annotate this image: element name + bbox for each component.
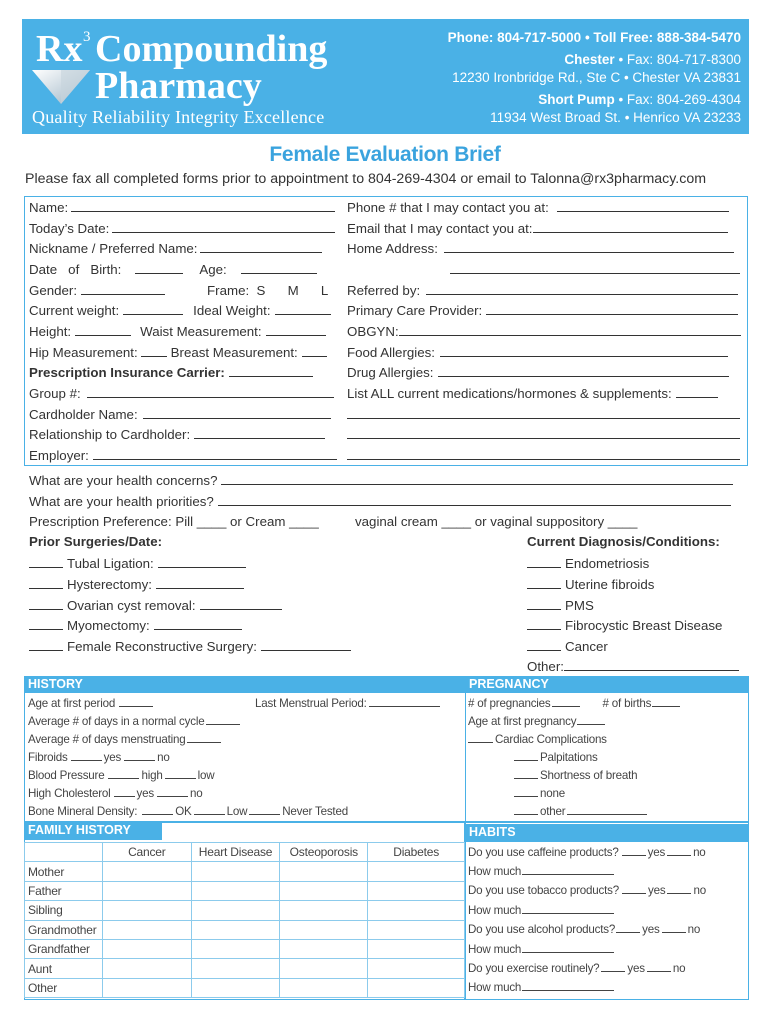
surgeries-heading: Prior Surgeries/Date: [29,534,163,549]
history-heading: HISTORY [24,676,465,693]
employer-row: Employer: [29,447,337,463]
meds-line4-field[interactable] [347,447,740,460]
insurance-field[interactable] [229,364,313,377]
table-header-cell: Cancer [102,843,191,862]
exercise-no-field[interactable] [647,961,671,972]
current-weight-field[interactable] [123,302,183,315]
gender-row: Gender: Frame: S M L [29,283,329,298]
cardiac-item-field[interactable] [514,804,538,815]
fibroids-row: Fibroids yes no [28,751,170,764]
diagnosis-heading: Current Diagnosis/Conditions: [527,534,720,549]
cardiac-row: Cardiac Complications [468,732,607,746]
table-cell[interactable] [191,939,280,958]
waist-field[interactable] [266,323,326,336]
drug-allergies-field[interactable] [438,364,729,377]
rx-pref-row2[interactable]: vaginal cream ____ or vaginal suppository ____ [355,514,638,529]
nickname-field[interactable] [200,240,322,253]
caffeine-yes-field[interactable] [622,845,646,856]
pregnancies-row: # of pregnancies # of births [468,696,680,710]
diagnosis-item: Cancer [527,638,608,654]
cardiac-item: other [514,804,647,818]
age-first-preg-row: Age at first pregnancy [468,714,605,728]
pcp-row: Primary Care Provider: [347,302,738,318]
table-header-row [25,843,465,862]
table-cell[interactable] [102,901,191,920]
first-period-field[interactable] [119,696,153,707]
contact-block [448,29,741,128]
phone-line: Phone: 804-717-5000 • Toll Free: 888-384-5470 [447,30,741,45]
tobacco-no-field[interactable] [667,883,691,894]
diagnosis-other-row: Other: [527,658,739,674]
table-cell[interactable] [368,920,465,939]
weight-row: Current weight: Ideal Weight: [29,302,331,318]
relative-label: Grandfather [25,939,103,958]
caffeine-no-field[interactable] [667,845,691,856]
table-cell[interactable] [102,939,191,958]
relative-label: Father [25,881,103,900]
chester-fax: • Fax: 804-717-8300 [614,51,741,67]
table-cell[interactable] [368,939,465,958]
food-row: Food Allergies: [347,344,728,360]
height-row: Height: Waist Measurement: [29,323,326,339]
table-cell[interactable] [191,862,280,881]
surgery-field[interactable] [156,576,244,589]
table-cell[interactable] [191,901,280,920]
diagnosis-check-field[interactable] [527,617,561,630]
relationship-field[interactable] [194,426,325,439]
alcohol-howmuch-row: How much [468,942,614,956]
email-field[interactable] [533,220,728,233]
page-title: Female Evaluation Brief [269,143,501,166]
bmd-ok-field[interactable] [142,804,173,815]
cardholder-field[interactable] [143,406,331,419]
table-cell[interactable] [191,920,280,939]
table-cell[interactable] [280,978,368,997]
cardiac-field[interactable] [468,732,493,743]
relative-label: Other [25,978,103,997]
table-header-cell: Heart Disease [191,843,280,862]
table-cell[interactable] [102,881,191,900]
address-row: Home Address: [347,240,734,256]
meds-line2-field[interactable] [347,406,740,419]
hip-row: Hip Measurement: Breast Measurement: [29,344,327,360]
bp-high-field[interactable] [108,768,139,779]
relative-label: Sibling [25,901,103,920]
todays-date-field[interactable] [112,220,335,233]
name-row: Name: [29,199,335,215]
frame-options[interactable]: Frame: S M L [207,283,329,298]
address-line2 [450,261,740,274]
caffeine-howmuch-field[interactable] [522,864,614,875]
alcohol-yes-field[interactable] [616,922,640,933]
priorities-row: What are your health priorities? [29,493,731,509]
cardiac-item: Shortness of breath [514,768,637,782]
surgery-item: Myomectomy: [29,617,242,633]
cardiac-other-field[interactable] [567,804,647,815]
diagnosis-check-field[interactable] [527,638,561,651]
diagnosis-item: Uterine fibroids [527,576,654,592]
alcohol-row: Do you use alcohol products? yes no [468,923,701,936]
todays-date-row: Today’s Date: [29,220,335,236]
births-field[interactable] [652,696,680,707]
table-header-cell [25,843,103,862]
ideal-weight-field[interactable] [275,302,331,315]
cardholder-row: Cardholder Name: [29,406,331,422]
table-cell[interactable] [191,959,280,978]
logo-rx: Rx [36,28,83,70]
meds-line4 [347,447,740,460]
dob-field[interactable] [135,261,183,274]
insurance-row: Prescription Insurance Carrier: [29,364,313,380]
meds-line2 [347,406,740,419]
age-first-preg-field[interactable] [577,714,605,725]
table-row [25,862,465,881]
diagnosis-item: Fibrocystic Breast Disease [527,617,722,633]
surgery-field[interactable] [154,617,242,630]
instruction-text: Please fax all completed forms prior to appointment to 804-269-4304 or email to Talonna@rx3pharmacy.com [25,171,707,187]
table-row [25,978,465,997]
exercise-row: Do you exercise routinely? yes no [468,962,686,975]
food-allergies-field[interactable] [440,344,728,357]
diagnosis-other-field[interactable] [564,658,739,671]
table-cell[interactable] [368,901,465,920]
breast-field[interactable] [302,344,327,357]
caffeine-howmuch-row: How much [468,864,614,878]
tobacco-howmuch-field[interactable] [522,903,614,914]
last-period-row: Last Menstrual Period: [255,696,440,710]
relationship-row: Relationship to Cardholder: [29,426,325,442]
diagnosis-item: Endometriosis [527,555,649,571]
concerns-field[interactable] [221,472,733,485]
cardiac-item-field[interactable] [514,786,538,797]
surgery-item: Ovarian cyst removal: [29,597,282,613]
header-banner [22,19,749,134]
meds-line3 [347,426,740,439]
address-line2-field[interactable] [450,261,740,274]
table-cell[interactable] [280,959,368,978]
tobacco-row: Do you use tobacco products? yes no [468,884,706,897]
cardiac-item-field[interactable] [514,768,538,779]
drug-row: Drug Allergies: [347,364,729,380]
table-cell[interactable] [280,939,368,958]
first-period-row: Age at first period [28,696,153,710]
email-row: Email that I may contact you at: [347,220,728,236]
concerns-row: What are your health concerns? [29,472,733,488]
referred-row: Referred by: [347,282,738,298]
table-cell[interactable] [368,881,465,900]
table-row [25,920,465,939]
name-field[interactable] [71,199,335,212]
tobacco-yes-field[interactable] [622,883,646,894]
chester-name: Chester [564,51,615,67]
habits-heading: HABITS [465,824,749,842]
rx-pref-row[interactable]: Prescription Preference: Pill ____ or Cream ____ [29,514,319,529]
fibroids-no-field[interactable] [124,750,155,761]
menstruating-field[interactable] [187,732,221,743]
chester-address: 12230 Ironbridge Rd., Ste C • Chester VA 23831 [452,70,741,85]
surgery-field[interactable] [261,638,351,651]
surgery-item: Female Reconstructive Surgery: [29,638,351,654]
table-row [25,959,465,978]
table-cell[interactable] [102,862,191,881]
table-cell[interactable] [280,862,368,881]
surgery-date-field[interactable] [29,597,63,610]
bmd-never-field[interactable] [249,804,280,815]
table-cell[interactable] [102,978,191,997]
logo-triangle-icon [32,70,90,104]
hip-field[interactable] [141,344,167,357]
diagnosis-check-field[interactable] [527,555,561,568]
menstruating-row: Average # of days menstruating [28,732,221,746]
bmd-low-field[interactable] [194,804,225,815]
table-cell[interactable] [191,881,280,900]
table-cell[interactable] [368,978,465,997]
address-field[interactable] [444,240,734,253]
meds-row: List ALL current medications/hormones & supplements: [347,385,718,401]
pregnancy-heading: PREGNANCY [465,676,749,693]
meds-field[interactable] [676,385,718,398]
relative-label: Mother [25,862,103,881]
employer-field[interactable] [93,447,337,460]
dob-row: Date of Birth: Age: [29,261,317,277]
cardiac-item: Palpitations [514,750,598,764]
meds-line3-field[interactable] [347,426,740,439]
pregnancies-field[interactable] [552,696,580,707]
cholesterol-row: High Cholesterol yes no [28,787,203,800]
table-cell[interactable] [102,920,191,939]
nickname-row: Nickname / Preferred Name: [29,240,322,256]
surgery-field[interactable] [200,597,282,610]
bmd-row: Bone Mineral Density: OK Low Never Tested [28,805,348,818]
chol-yes-field[interactable] [114,786,135,797]
phone-field[interactable] [557,199,729,212]
surgery-date-field[interactable] [29,617,63,630]
tobacco-howmuch-row: How much [468,903,614,917]
chol-no-field[interactable] [157,786,188,797]
exercise-yes-field[interactable] [601,961,625,972]
surgery-item: Tubal Ligation: [29,555,246,571]
exercise-howmuch-row: How much [468,980,614,994]
family-history-heading: FAMILY HISTORY [24,822,162,840]
table-header-cell: Osteoporosis [280,843,368,862]
caffeine-row: Do you use caffeine products? yes no [468,846,706,859]
table-cell[interactable] [191,978,280,997]
cycle-field[interactable] [206,714,240,725]
diagnosis-check-field[interactable] [527,597,561,610]
fibroids-yes-field[interactable] [71,750,102,761]
table-cell[interactable] [280,901,368,920]
height-field[interactable] [75,323,131,336]
table-row [25,901,465,920]
surgery-field[interactable] [158,555,246,568]
surgery-date-field[interactable] [29,638,63,651]
table-row [25,881,465,900]
tagline: Quality Reliability Integrity Excellence [32,107,325,127]
referred-field[interactable] [426,282,738,295]
table-row [25,939,465,958]
diagnosis-item: PMS [527,597,594,613]
table-cell[interactable] [280,881,368,900]
shortpump-name: Short Pump [538,91,615,107]
relative-label: Aunt [25,959,103,978]
family-history-table [24,842,465,998]
relative-label: Grandmother [25,920,103,939]
surgery-date-field[interactable] [29,576,63,589]
exercise-howmuch-field[interactable] [522,980,614,991]
priorities-field[interactable] [218,493,731,506]
cardiac-item: none [514,786,565,800]
logo-superscript: 3 [83,29,91,45]
bp-row: Blood Pressure high low [28,769,215,782]
age-field[interactable] [241,261,317,274]
last-period-field[interactable] [369,696,440,707]
surgery-date-field[interactable] [29,555,63,568]
pcp-field[interactable] [486,302,738,315]
diagnosis-check-field[interactable] [527,576,561,589]
cycle-row: Average # of days in a normal cycle [28,714,240,728]
logo-line2: Pharmacy [95,65,262,107]
shortpump-fax: • Fax: 804-269-4304 [614,91,741,107]
table-cell[interactable] [368,959,465,978]
obgyn-row: OBGYN: [347,323,741,339]
logo-line1: Compounding [95,28,328,70]
table-header-cell: Diabetes [368,843,465,862]
table-cell[interactable] [368,862,465,881]
group-field[interactable] [87,385,334,398]
surgery-item: Hysterectomy: [29,576,244,592]
table-cell[interactable] [280,920,368,939]
shortpump-address: 11934 West Broad St. • Henrico VA 23233 [490,110,741,125]
alcohol-howmuch-field[interactable] [522,942,614,953]
group-row: Group #: [29,385,334,401]
bp-low-field[interactable] [165,768,196,779]
alcohol-no-field[interactable] [662,922,686,933]
cardiac-item-field[interactable] [514,750,538,761]
table-cell[interactable] [102,959,191,978]
phone-row: Phone # that I may contact you at: [347,199,729,215]
obgyn-field[interactable] [399,323,741,336]
gender-field[interactable] [81,282,165,295]
